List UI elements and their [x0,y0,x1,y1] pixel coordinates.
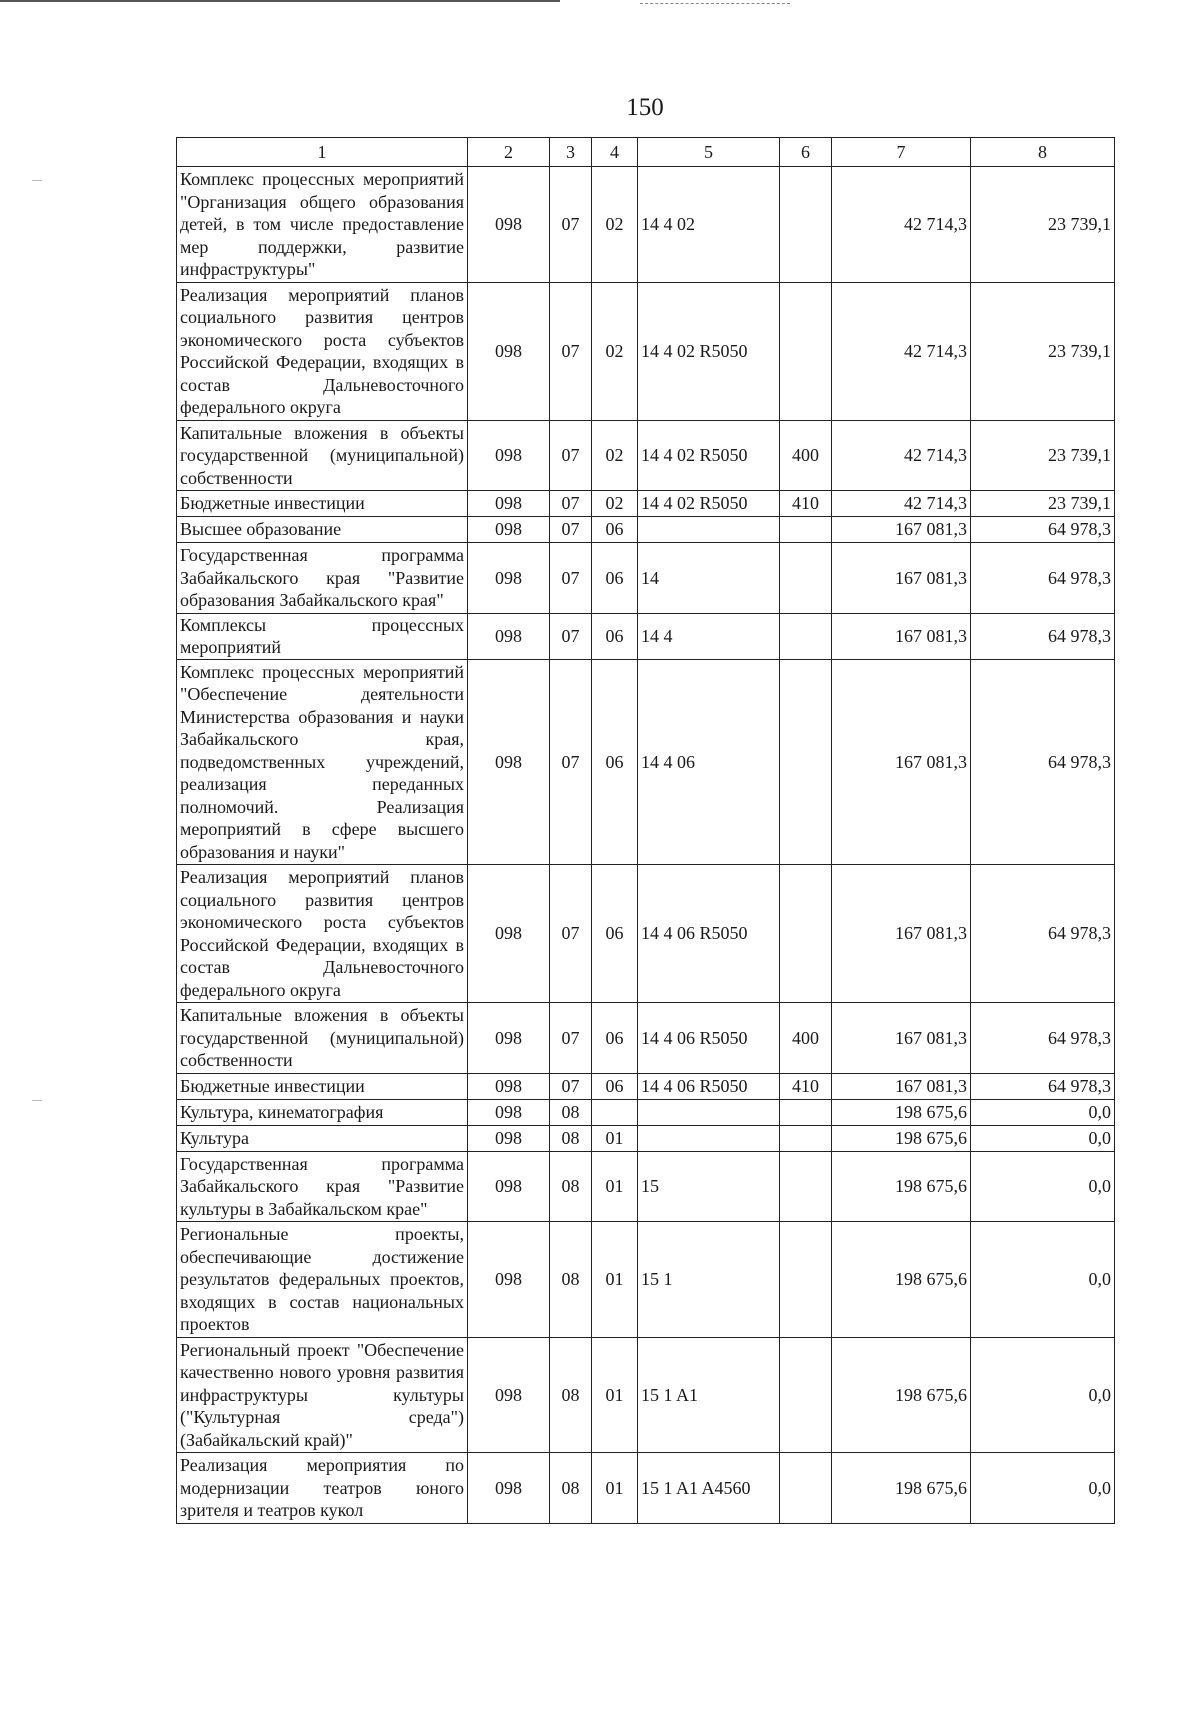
row-name-cell: Бюджетные инвестиции [177,491,468,517]
expense-type-cell [780,1151,832,1222]
amount-col8-cell: 0,0 [971,1222,1115,1338]
amount-col8-cell: 0,0 [971,1125,1115,1151]
subsection-cell: 02 [592,420,638,491]
amount-col8-cell: 23 739,1 [971,167,1115,283]
row-name-cell: Комплекс процессных мероприятий "Обеспечение деятельности Министерства образования и науки Забайкальского края, подведомственных учреждений, реализация переданных полномочий. Реализация мероприятий в сфере высшего образования и науки" [177,659,468,865]
header-cell: 2 [468,138,550,167]
amount-col8-cell: 23 739,1 [971,491,1115,517]
amount-col8-cell: 23 739,1 [971,282,1115,420]
section-cell: 07 [550,420,592,491]
subsection-cell: 01 [592,1125,638,1151]
table-row [177,420,1115,491]
row-name-cell: Государственная программа Забайкальского края "Развитие образования Забайкальского края" [177,543,468,614]
target-article-cell: 14 4 02 R5050 [638,491,780,517]
admin-code-cell: 098 [468,1125,550,1151]
amount-col7-cell: 198 675,6 [832,1453,971,1524]
subsection-cell: 02 [592,167,638,283]
budget-table [176,137,1115,1524]
table-row [177,1222,1115,1338]
expense-type-cell: 410 [780,1073,832,1099]
amount-col7-cell: 42 714,3 [832,491,971,517]
table-row [177,659,1115,865]
subsection-cell [592,1099,638,1125]
amount-col7-cell: 198 675,6 [832,1222,971,1338]
target-article-cell: 15 1 A1 A4560 [638,1453,780,1524]
section-cell: 08 [550,1453,592,1524]
row-name-cell: Капитальные вложения в объекты государственной (муниципальной) собственности [177,420,468,491]
section-cell: 07 [550,491,592,517]
table-row [177,1337,1115,1453]
page-number: 150 [626,94,664,121]
row-name-cell: Реализация мероприятия по модернизации театров юного зрителя и театров кукол [177,1453,468,1524]
subsection-cell: 01 [592,1453,638,1524]
admin-code-cell: 098 [468,1003,550,1074]
admin-code-cell: 098 [468,420,550,491]
amount-col8-cell: 64 978,3 [971,517,1115,543]
amount-col8-cell: 64 978,3 [971,613,1115,659]
target-article-cell [638,517,780,543]
target-article-cell: 14 4 06 R5050 [638,865,780,1003]
row-name-cell: Капитальные вложения в объекты государственной (муниципальной) собственности [177,1003,468,1074]
admin-code-cell: 098 [468,517,550,543]
top-border-line [0,0,560,2]
table-row [177,543,1115,614]
target-article-cell [638,1099,780,1125]
amount-col7-cell: 167 081,3 [832,659,971,865]
expense-type-cell [780,865,832,1003]
section-cell: 08 [550,1151,592,1222]
row-name-cell: Реализация мероприятий планов социального развития центров экономического роста субъектов Российской Федерации, входящих в состав Дальневосточного федерального округа [177,282,468,420]
section-cell: 07 [550,659,592,865]
table-row [177,517,1115,543]
subsection-cell: 06 [592,613,638,659]
table-row [177,491,1115,517]
amount-col7-cell: 42 714,3 [832,167,971,283]
amount-col7-cell: 167 081,3 [832,613,971,659]
admin-code-cell: 098 [468,865,550,1003]
amount-col7-cell: 167 081,3 [832,1073,971,1099]
expense-type-cell [780,659,832,865]
amount-col7-cell: 42 714,3 [832,420,971,491]
table-row [177,613,1115,659]
admin-code-cell: 098 [468,282,550,420]
expense-type-cell: 400 [780,420,832,491]
expense-type-cell [780,1222,832,1338]
subsection-cell: 06 [592,865,638,1003]
admin-code-cell: 098 [468,1337,550,1453]
section-cell: 07 [550,1003,592,1074]
margin-tick [32,1100,42,1101]
amount-col7-cell: 42 714,3 [832,282,971,420]
target-article-cell: 15 [638,1151,780,1222]
target-article-cell: 15 1 [638,1222,780,1338]
subsection-cell: 06 [592,1003,638,1074]
subsection-cell: 06 [592,543,638,614]
amount-col8-cell: 64 978,3 [971,1003,1115,1074]
header-cell: 5 [638,138,780,167]
subsection-cell: 06 [592,517,638,543]
header-row [177,138,1115,167]
table-row [177,1453,1115,1524]
expense-type-cell: 410 [780,491,832,517]
target-article-cell: 14 4 06 R5050 [638,1073,780,1099]
admin-code-cell: 098 [468,659,550,865]
section-cell: 08 [550,1337,592,1453]
admin-code-cell: 098 [468,613,550,659]
amount-col7-cell: 167 081,3 [832,1003,971,1074]
section-cell: 07 [550,543,592,614]
expense-type-cell [780,1099,832,1125]
section-cell: 07 [550,613,592,659]
table-row [177,1073,1115,1099]
admin-code-cell: 098 [468,491,550,517]
subsection-cell: 01 [592,1222,638,1338]
amount-col8-cell: 0,0 [971,1337,1115,1453]
table-row [177,1151,1115,1222]
row-name-cell: Культура [177,1125,468,1151]
expense-type-cell [780,517,832,543]
expense-type-cell [780,1453,832,1524]
admin-code-cell: 098 [468,167,550,283]
amount-col8-cell: 64 978,3 [971,543,1115,614]
table-row [177,282,1115,420]
target-article-cell: 14 4 06 R5050 [638,1003,780,1074]
expense-type-cell [780,1125,832,1151]
expense-type-cell [780,167,832,283]
target-article-cell: 14 4 02 [638,167,780,283]
header-cell: 8 [971,138,1115,167]
table-body [177,167,1115,1524]
amount-col7-cell: 167 081,3 [832,543,971,614]
row-name-cell: Бюджетные инвестиции [177,1073,468,1099]
section-cell: 07 [550,865,592,1003]
section-cell: 07 [550,517,592,543]
row-name-cell: Региональный проект "Обеспечение качественно нового уровня развития инфраструктуры культуры ("Культурная среда") (Забайкальский край)" [177,1337,468,1453]
header-cell: 3 [550,138,592,167]
subsection-cell: 06 [592,659,638,865]
admin-code-cell: 098 [468,1151,550,1222]
amount-col7-cell: 198 675,6 [832,1337,971,1453]
amount-col8-cell: 23 739,1 [971,420,1115,491]
table-row [177,1099,1115,1125]
table-row [177,865,1115,1003]
amount-col7-cell: 198 675,6 [832,1099,971,1125]
section-cell: 07 [550,1073,592,1099]
admin-code-cell: 098 [468,543,550,614]
amount-col8-cell: 64 978,3 [971,865,1115,1003]
target-article-cell: 14 [638,543,780,614]
target-article-cell: 14 4 02 R5050 [638,282,780,420]
section-cell: 08 [550,1125,592,1151]
row-name-cell: Реализация мероприятий планов социального развития центров экономического роста субъектов Российской Федерации, входящих в состав Дальневосточного федерального округа [177,865,468,1003]
section-cell: 07 [550,167,592,283]
amount-col7-cell: 167 081,3 [832,517,971,543]
table-row [177,167,1115,283]
target-article-cell [638,1125,780,1151]
row-name-cell: Комплексы процессных мероприятий [177,613,468,659]
section-cell: 08 [550,1222,592,1338]
admin-code-cell: 098 [468,1099,550,1125]
subsection-cell: 06 [592,1073,638,1099]
header-cell: 1 [177,138,468,167]
amount-col8-cell: 64 978,3 [971,1073,1115,1099]
amount-col7-cell: 198 675,6 [832,1125,971,1151]
amount-col8-cell: 0,0 [971,1151,1115,1222]
target-article-cell: 14 4 06 [638,659,780,865]
row-name-cell: Культура, кинематография [177,1099,468,1125]
row-name-cell: Комплекс процессных мероприятий "Организация общего образования детей, в том числе предоставление мер поддержки, развитие инфраструктуры" [177,167,468,283]
table-row [177,1125,1115,1151]
admin-code-cell: 098 [468,1453,550,1524]
target-article-cell: 15 1 A1 [638,1337,780,1453]
amount-col7-cell: 167 081,3 [832,865,971,1003]
target-article-cell: 14 4 02 R5050 [638,420,780,491]
subsection-cell: 01 [592,1337,638,1453]
expense-type-cell: 400 [780,1003,832,1074]
subsection-cell: 02 [592,282,638,420]
table-row [177,1003,1115,1074]
row-name-cell: Высшее образование [177,517,468,543]
amount-col7-cell: 198 675,6 [832,1151,971,1222]
section-cell: 07 [550,282,592,420]
expense-type-cell [780,543,832,614]
subsection-cell: 02 [592,491,638,517]
admin-code-cell: 098 [468,1073,550,1099]
admin-code-cell: 098 [468,1222,550,1338]
margin-tick [32,180,42,181]
amount-col8-cell: 64 978,3 [971,659,1115,865]
header-cell: 6 [780,138,832,167]
row-name-cell: Государственная программа Забайкальского края "Развитие культуры в Забайкальском крае" [177,1151,468,1222]
header-cell: 7 [832,138,971,167]
header-cell: 4 [592,138,638,167]
expense-type-cell [780,1337,832,1453]
amount-col8-cell: 0,0 [971,1099,1115,1125]
target-article-cell: 14 4 [638,613,780,659]
row-name-cell: Региональные проекты, обеспечивающие достижение результатов федеральных проектов, входящих в состав национальных проектов [177,1222,468,1338]
amount-col8-cell: 0,0 [971,1453,1115,1524]
subsection-cell: 01 [592,1151,638,1222]
expense-type-cell [780,613,832,659]
section-cell: 08 [550,1099,592,1125]
expense-type-cell [780,282,832,420]
top-dashed-line [640,3,790,4]
